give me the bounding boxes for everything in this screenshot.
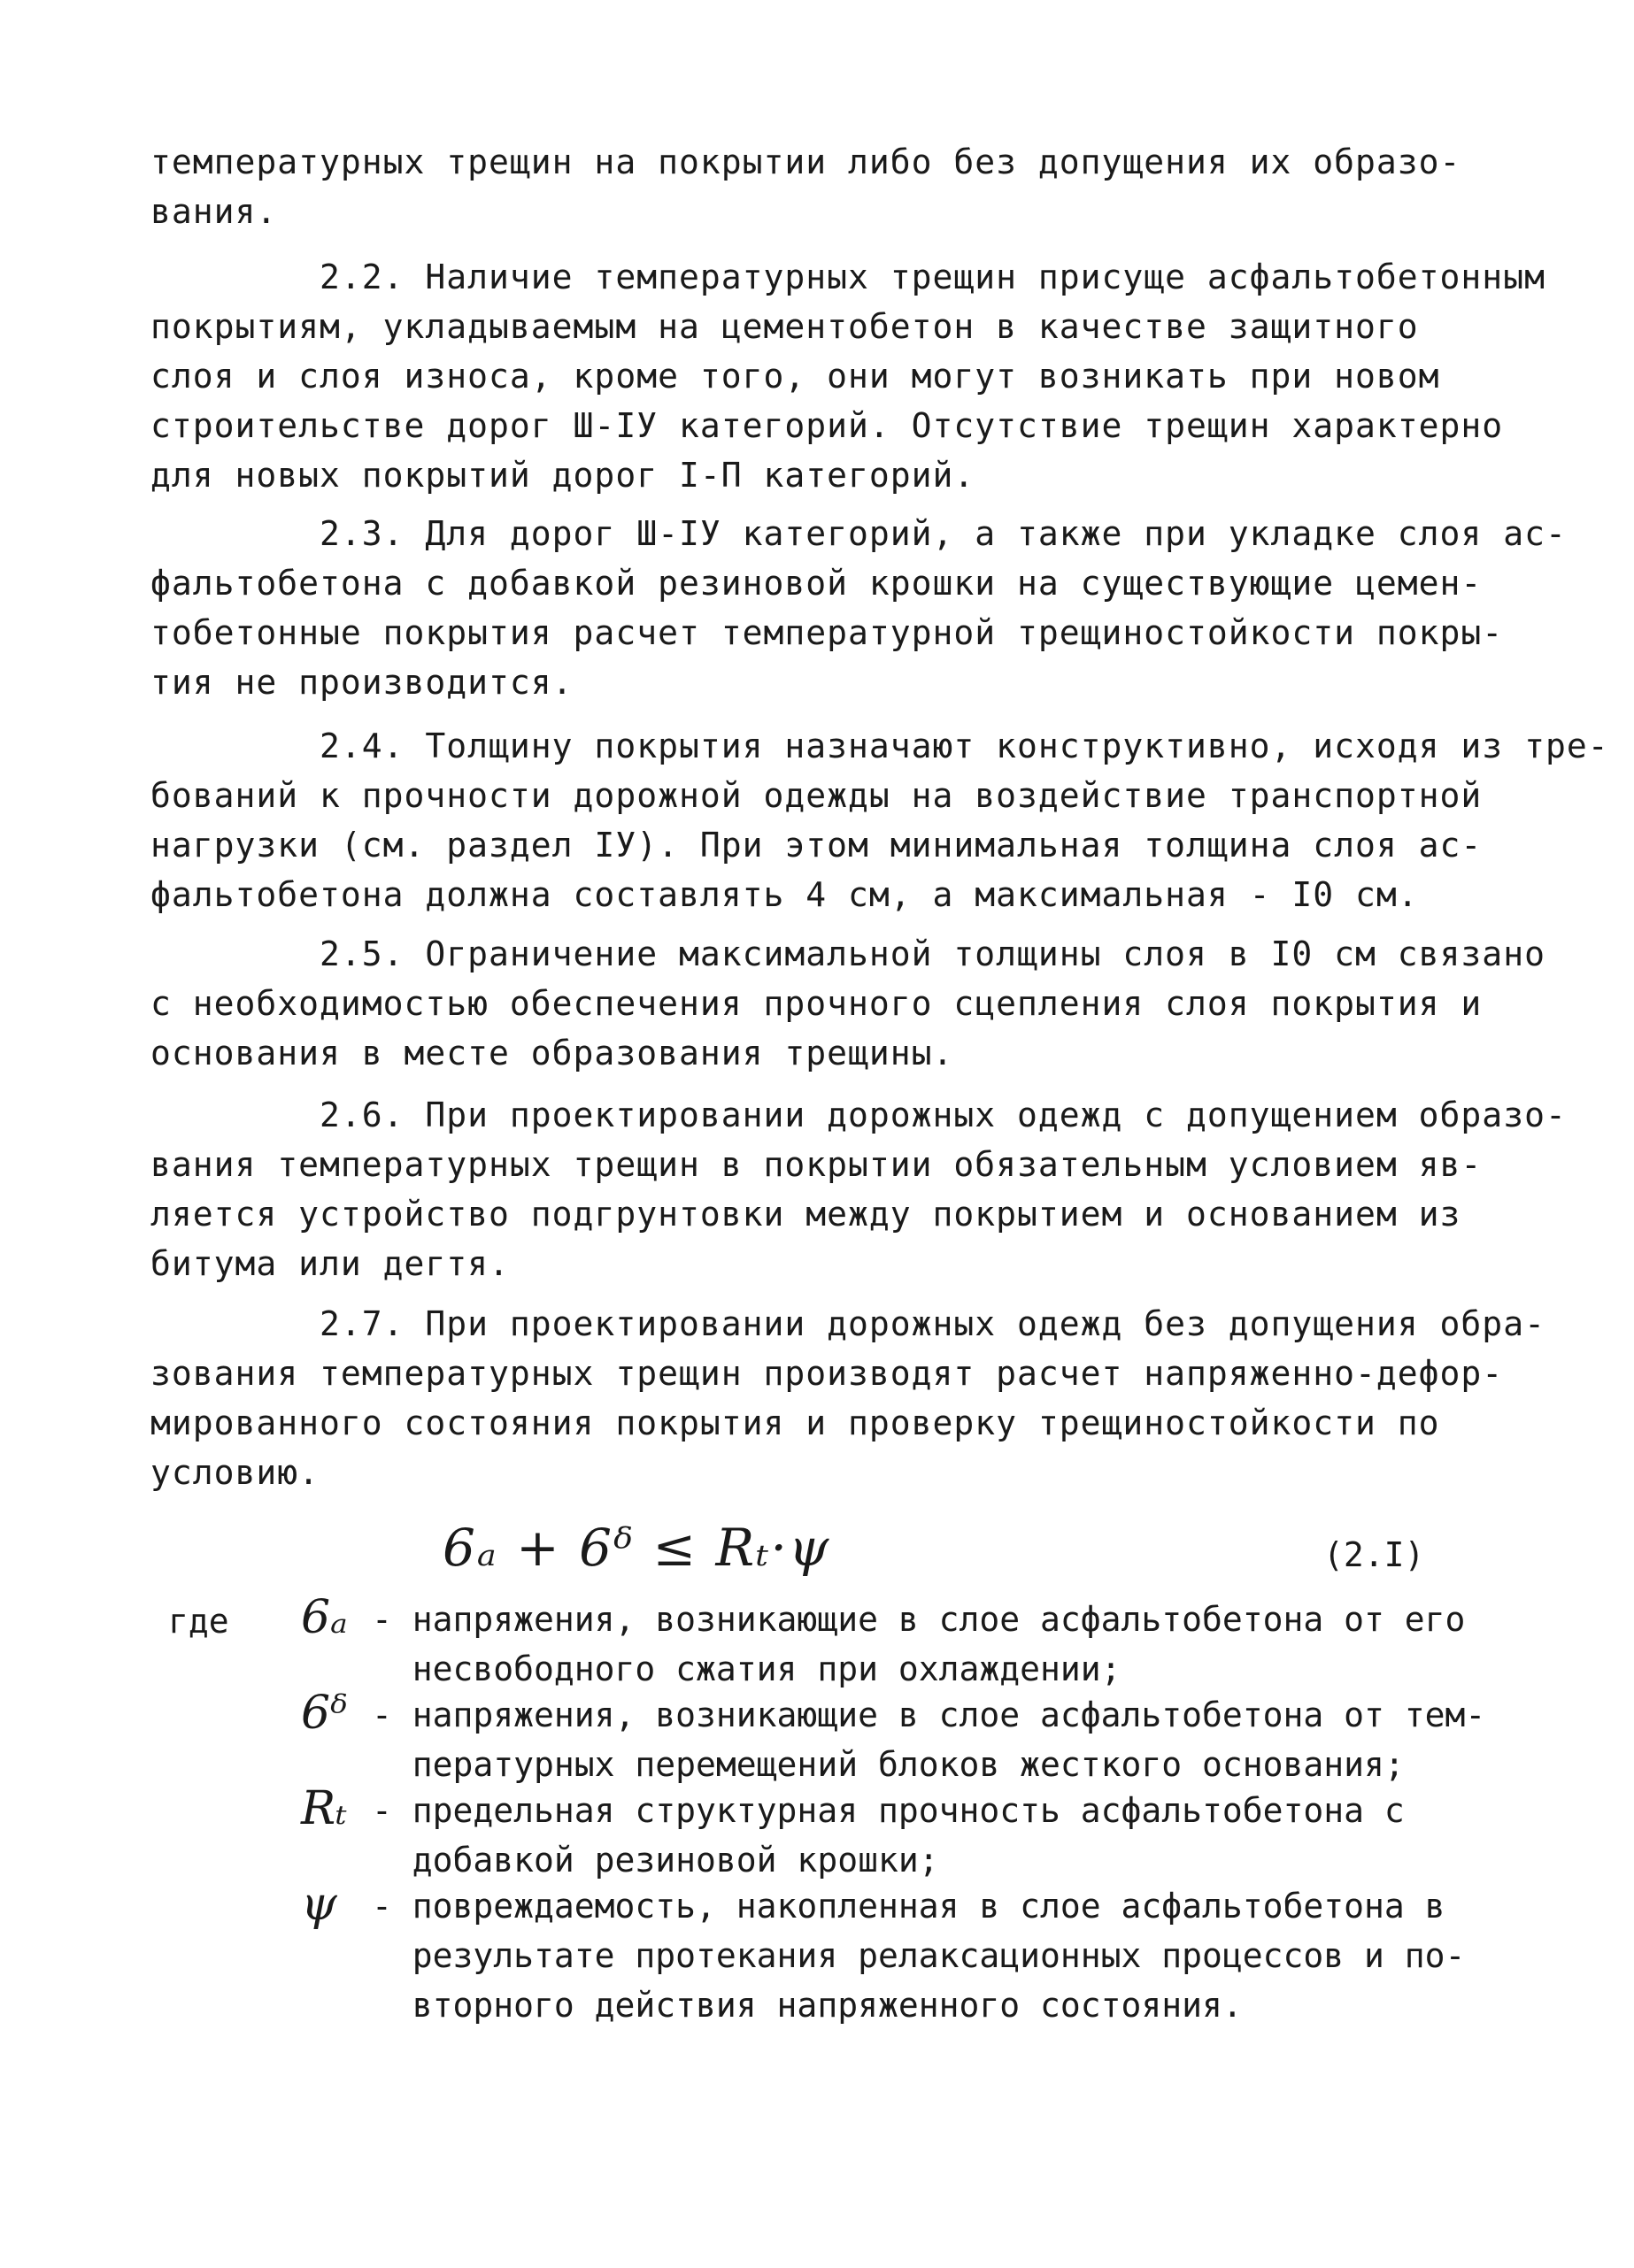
symbol-sigma-d: 6ᵟ xyxy=(301,1687,348,1740)
paragraph-2-2: 2.2. Наличие температурных трещин присуще асфальтобетонным покрытиям, укладываемым на цементобетон в качестве защитного слоя и слоя износа, кроме того, они могут возникать при новом строительстве дорог Ш-IУ категорий. Отсутствие трещин характерно для новых покрытий дорог I-П категорий. xyxy=(150,258,1545,495)
paragraph-2-7: 2.7. При проектировании дорожных одежд без допущения обра- зования температурных трещин производят расчет напряженно-дефор- мированного состояния покрытия и проверку трещиностойкости по условию. xyxy=(150,1304,1545,1492)
formula-number: (2.I) xyxy=(1323,1535,1425,1574)
symbol-r-t: Rₜ xyxy=(301,1782,347,1835)
symbol-psi: ψ xyxy=(301,1878,337,1931)
paragraph-intro: температурных трещин на покрытии либо без допущения их образо- вания. xyxy=(150,142,1461,231)
paragraph-2-5: 2.5. Ограничение максимальной толщины слоя в I0 см связано с необходимостью обеспечения прочного сцепления слоя покрытия и основания в месте образования трещины. xyxy=(150,934,1545,1072)
where-label: где xyxy=(168,1602,229,1641)
definition-psi: - повреждаемость, накопленная в слое асфальтобетона в результате протекания релаксационных процессов и по- вторного действия напряженного состояния. xyxy=(372,1887,1466,2025)
paragraph-2-6: 2.6. При проектировании дорожных одежд с допущением образо- вания температурных трещин в покрытии обязательным условием яв- ляется устройство подгрунтовки между покрытием и основанием из битума или дегтя. xyxy=(150,1096,1567,1283)
paragraph-2-4: 2.4. Толщину покрытия назначают конструктивно, исходя из тре- бований к прочности дорожной одежды на воздействие транспортной нагрузки (см. раздел IУ). При этом минимальная толщина слоя ас- фальтобетона должна составлять 4 см, а максимальная - I0 см. xyxy=(150,727,1609,914)
definition-r-t: - предельная структурная прочность асфальтобетона с добавкой резиновой крошки; xyxy=(372,1791,1405,1880)
definition-sigma-d: - напряжения, возникающие в слое асфальтобетона от тем- пературных перемещений блоков жесткого основания; xyxy=(372,1695,1486,1784)
definition-sigma-a: - напряжения, возникающие в слое асфальтобетона от его несвободного сжатия при охлаждении; xyxy=(372,1600,1466,1688)
formula: 6ₐ + 6ᵟ ≤ Rₜ·ψ xyxy=(443,1518,831,1578)
symbol-sigma-a: 6ₐ xyxy=(301,1591,348,1644)
paragraph-2-3: 2.3. Для дорог Ш-IУ категорий, а также при укладке слоя ас- фальтобетона с добавкой резиновой крошки на существующие цемен- тобетонные покрытия расчет температурной трещиностойкости покры- тия не производится. xyxy=(150,514,1567,702)
